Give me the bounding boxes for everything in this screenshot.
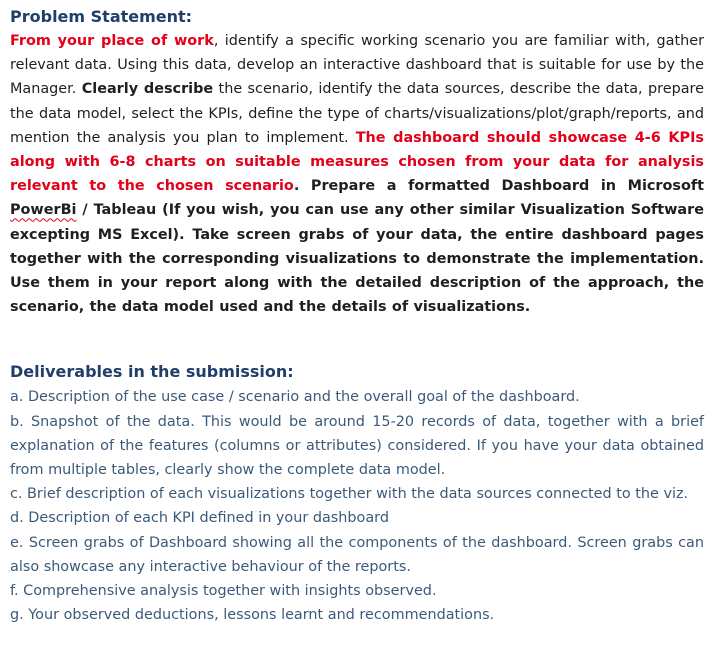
problem-statement-heading: Problem Statement: <box>10 7 193 26</box>
problem-text-1: , identify a specific working scenario you are familiar with, gather relevant data. Using this data, develop an interactive dashboard that is suitable for use by the Manager. <box>10 33 704 98</box>
deliverable-item-e: e. Screen grabs of Dashboard showing all the components of the dashboard. Screen grabs can also showcase any interactive behaviour of the reports. <box>10 534 704 575</box>
problem-text-4: / Tableau (If you wish, you can use any other similar Visualization Software excepting MS Excel). Take screen grabs of your data, the entire dashboard pages together with the corresponding visualizations to demonstrate the implementation. Use them in your report along with the detailed description of the approach, the scenario, the data model used and the details of visualizations. <box>10 202 704 316</box>
deliverable-item-g: g. Your observed deductions, lessons learnt and recommendations. <box>10 607 495 624</box>
clearly-describe-emphasis: Clearly describe <box>81 81 214 98</box>
powerbi-spellcheck-word: PowerBi <box>10 202 77 219</box>
deliverables-heading: Deliverables in the submission: <box>10 362 294 382</box>
problem-text-2: the scenario, identify the data sources, describe the data, prepare the data model, select the KPIs, define the type of charts/visualizations/plot/graph/reports, and mention the analysis you plan to implement. <box>10 81 704 146</box>
deliverable-item-d: d. Description of each KPI defined in your dashboard <box>10 510 389 527</box>
place-of-work-highlight: From your place of work <box>10 33 214 49</box>
deliverable-item-b: b. Snapshot of the data. This would be around 15-20 records of data, together with a brief explanation of the features (columns or attributes) considered. If you have your data obtained from multiple tables, clearly show the complete data model. <box>10 413 704 479</box>
deliverable-item-f: f. Comprehensive analysis together with insights observed. <box>10 583 437 600</box>
problem-text-3: . Prepare a formatted Dashboard in Microsoft <box>293 178 705 195</box>
kpi-requirement-highlight: The dashboard should showcase 4-6 KPIs along with 6-8 charts on suitable measures chosen from your data for analysis relevant to the chosen scenario <box>10 129 704 195</box>
deliverable-item-c: c. Brief description of each visualizations together with the data sources connected to the viz. <box>10 486 689 503</box>
problem-statement-paragraph <box>10 29 704 319</box>
deliverables-list <box>10 385 704 627</box>
deliverable-item-a: a. Description of the use case / scenario and the overall goal of the dashboard. <box>10 389 580 406</box>
